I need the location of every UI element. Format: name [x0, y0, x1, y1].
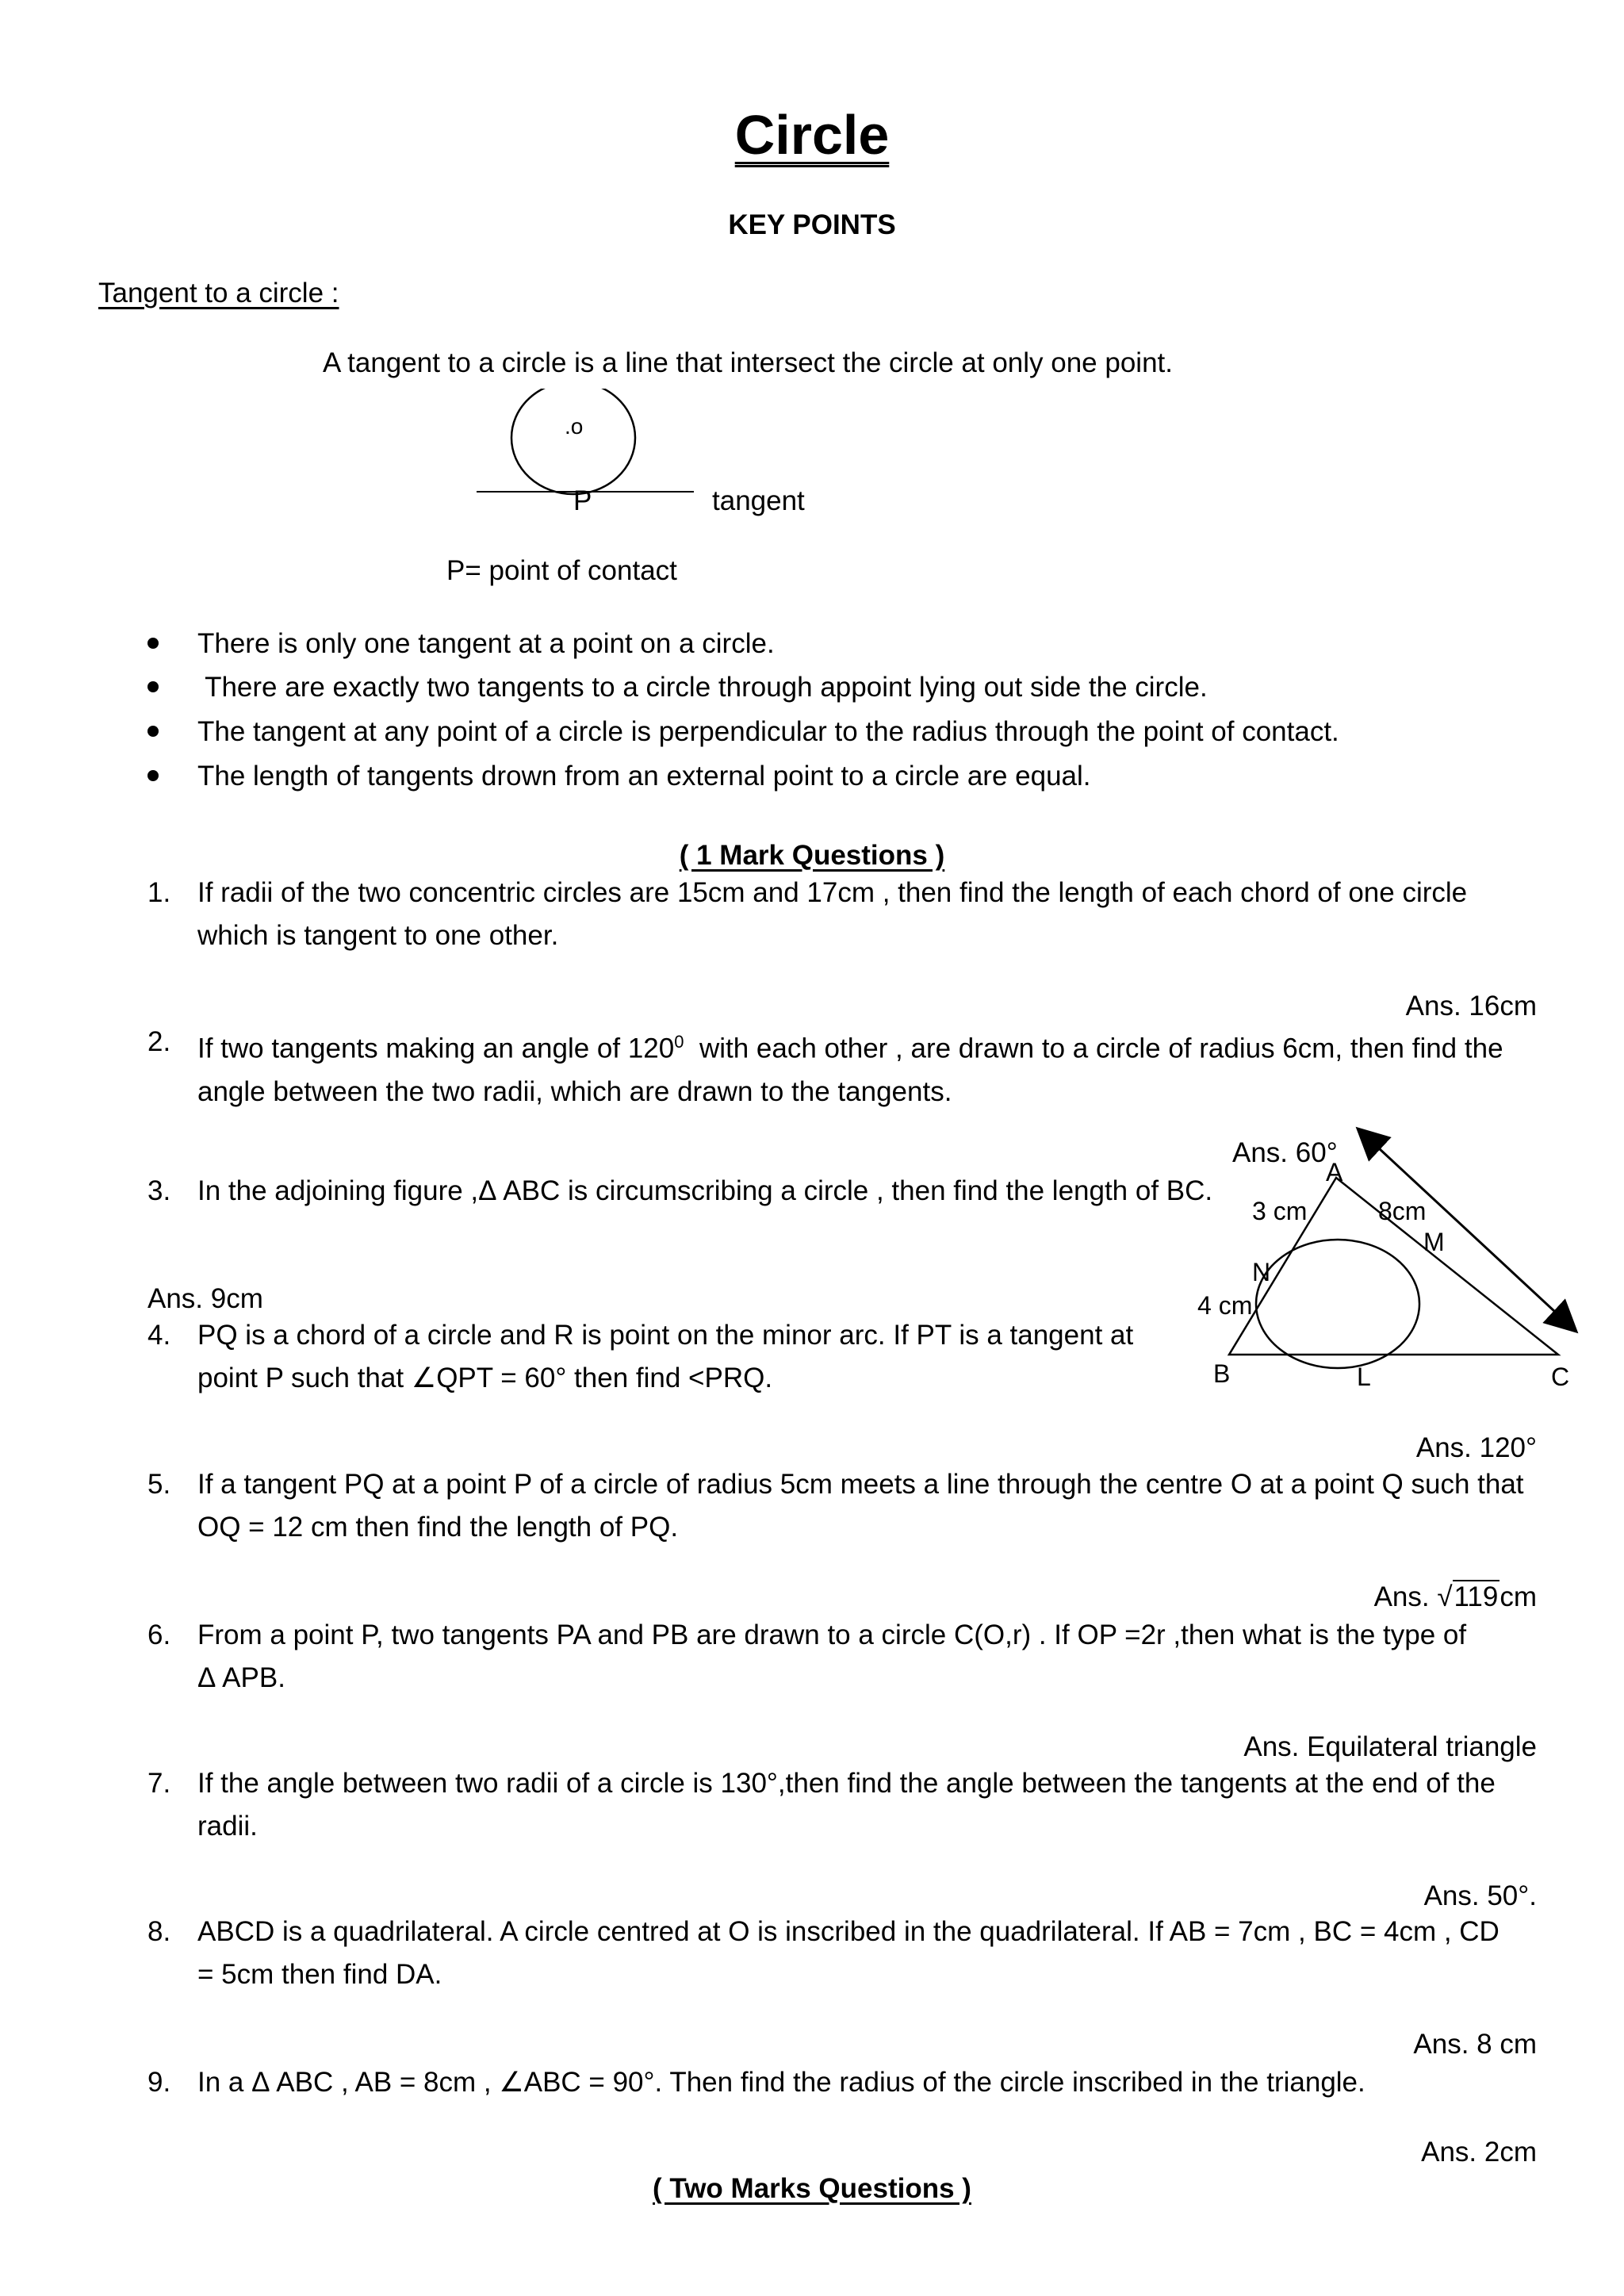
question-text: In the adjoining figure ,Δ ABC is circumscribing a circle , then find the length of BC. — [197, 1175, 1213, 1206]
question-number: 2. — [147, 1026, 171, 1057]
key-point: The tangent at any point of a circle is perpendicular to the radius through the point of contact. — [197, 716, 1339, 747]
answer: Ans. 50°. — [1423, 1880, 1537, 1911]
question-text: If radii of the two concentric circles are 15cm and 17cm , then find the length of each chord of one circle which is tangent to one other. — [197, 877, 1468, 951]
answer-radicand: 119 — [1454, 1581, 1499, 1612]
question-text-part: If two tangents making an angle of 120 — [197, 1033, 675, 1064]
question-number: 8. — [147, 1916, 171, 1947]
question-text: From a point P, two tangents PA and PB are drawn to a circle C(O,r) . If OP =2r ,then what is the type of Δ APB. — [197, 1619, 1467, 1693]
question-text: If the angle between two radii of a circle is 130°,then find the angle between the tangents at the end of the radii. — [197, 1768, 1496, 1842]
center-label: .o — [565, 414, 584, 439]
question-text: PQ is a chord of a circle and R is point on the minor arc. If PT is a tangent at point P such that ∠QPT = 60° then find <PRQ. — [197, 1320, 1134, 1393]
definition-text: A tangent to a circle is a line that intersect the circle at only one point. — [323, 347, 1173, 378]
bullet-icon — [147, 726, 159, 737]
tangent-label: tangent — [712, 485, 805, 516]
vertex-c-label: C — [1551, 1363, 1570, 1391]
vertex-a-label: A — [1326, 1158, 1343, 1186]
question-text: In a Δ ABC , AB = 8cm , ∠ABC = 90°. Then find the radius of the circle inscribed in the triangle. — [197, 2067, 1365, 2098]
section-heading: Tangent to a circle : — [98, 278, 339, 309]
answer: Ans. 60° — [1232, 1137, 1338, 1168]
question-number: 1. — [147, 877, 171, 908]
question-text: If a tangent PQ at a point P of a circle of radius 5cm meets a line through the centre O at a point Q such that OQ = 12 cm then find the length of PQ. — [197, 1469, 1524, 1543]
bullet-icon — [147, 681, 159, 692]
two-marks-heading: ( Two Marks Questions ) — [653, 2173, 971, 2204]
point-m-label: M — [1423, 1228, 1445, 1256]
answer: Ans. Equilateral triangle — [1243, 1731, 1537, 1762]
label-8cm: 8cm — [1378, 1197, 1427, 1225]
answer: Ans. 2cm — [1421, 2137, 1537, 2168]
question-number: 5. — [147, 1469, 171, 1500]
question-number: 3. — [147, 1175, 171, 1206]
subtitle: KEY POINTS — [728, 209, 896, 240]
question-number: 7. — [147, 1768, 171, 1799]
point-of-contact-caption: P= point of contact — [446, 555, 677, 586]
answer-suffix: cm — [1500, 1581, 1537, 1612]
question-text-part: with each other , are drawn to a circle of radius 6cm, then find the angle between the two radii, which are drawn to the tangents. — [197, 1033, 1511, 1107]
key-point: There is only one tangent at a point on a circle. — [197, 628, 775, 659]
triangle-figure — [1189, 1126, 1602, 1412]
answer: Ans. 9cm — [147, 1283, 263, 1314]
bullet-icon — [147, 770, 159, 781]
point-p-label: P — [573, 485, 592, 516]
answer: Ans. 8 cm — [1413, 2029, 1537, 2060]
key-point: The length of tangents drown from an external point to a circle are equal. — [197, 761, 1091, 792]
key-point: There are exactly two tangents to a circle through appoint lying out side the circle. — [197, 672, 1208, 703]
answer-prefix: Ans. √ — [1373, 1581, 1453, 1612]
label-4cm: 4 cm — [1197, 1291, 1253, 1320]
point-n-label: N — [1252, 1258, 1271, 1286]
tangent-arrow — [1368, 1138, 1566, 1322]
answer: Ans. 16cm — [1405, 991, 1537, 1022]
incircle — [1256, 1240, 1419, 1368]
one-mark-heading: ( 1 Mark Questions ) — [679, 840, 945, 871]
question-text: ABCD is a quadrilateral. A circle centred at O is inscribed in the quadrilateral. If AB = 7cm , BC = 4cm , CD = 5cm then find DA. — [197, 1916, 1500, 1990]
question-number: 6. — [147, 1619, 171, 1650]
bullet-icon — [147, 638, 159, 649]
answer: Ans. 120° — [1415, 1432, 1537, 1463]
vertex-b-label: B — [1213, 1359, 1231, 1388]
degree-superscript: 0 — [674, 1032, 684, 1052]
point-l-label: L — [1357, 1363, 1371, 1391]
question-number: 4. — [147, 1320, 171, 1351]
question-text — [197, 1021, 1530, 1114]
page-title: Circle — [734, 104, 890, 166]
answer — [1374, 1580, 1537, 1615]
question-number: 9. — [147, 2067, 171, 2098]
label-3cm: 3 cm — [1252, 1197, 1308, 1225]
